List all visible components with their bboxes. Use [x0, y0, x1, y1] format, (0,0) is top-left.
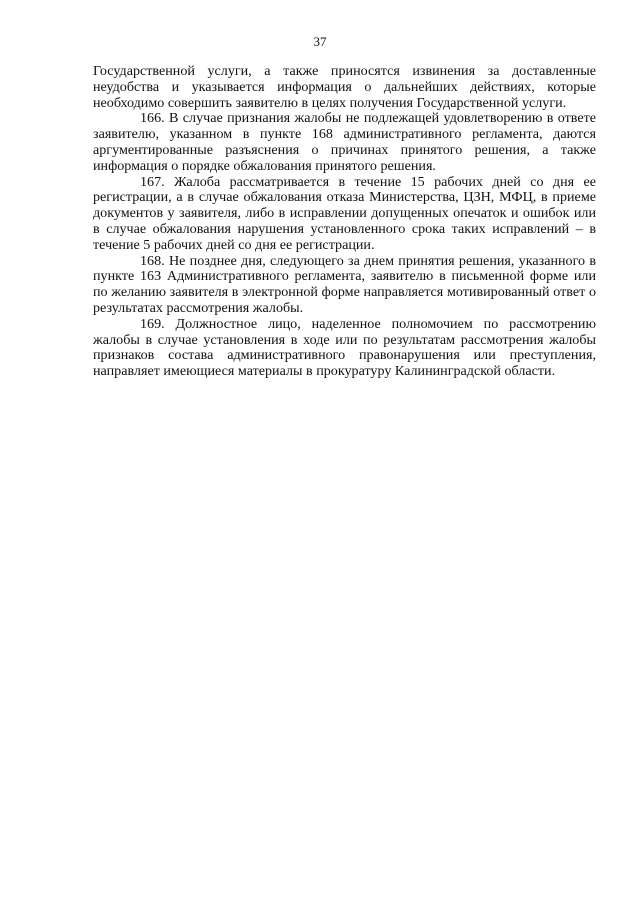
page-number: 37 — [313, 34, 327, 49]
document-body — [93, 64, 596, 380]
paragraph-continuation: Государственной услуги, а также приносятся извинения за доставленные неудобства и указывается информация о дальнейших действиях, которые необходимо совершить заявителю в целях получения Государственной услуги. — [93, 63, 596, 111]
paragraph-167: 167. Жалоба рассматривается в течение 15 рабочих дней со дня ее регистрации, а в случае обжалования отказа Министерства, ЦЗН, МФЦ, в приеме документов у заявителя, либо в исправлении допущенных опечаток и ошибок или в случае обжалования нарушения установленного срока таких исправлений – в течение 5 рабочих дней со дня ее регистрации. — [93, 173, 596, 253]
paragraph-169: 169. Должностное лицо, наделенное полномочием по рассмотрению жалобы в случае установления в ходе или по результатам рассмотрения жалобы признаков состава административного правонарушения или преступления, направляет имеющиеся материалы в прокуратуру Калининградской области. — [93, 315, 596, 380]
paragraph-166: 166. В случае признания жалобы не подлежащей удовлетворению в ответе заявителю, указанном в пункте 168 административного регламента, даются аргументированные разъяснения о причинах принятого решения, а также информация о порядке обжалования принятого решения. — [93, 110, 596, 174]
paragraph-168: 168. Не позднее дня, следующего за днем принятия решения, указанного в пункте 163 Административного регламента, заявителю в письменной форме или по желанию заявителя в электронной форме направляется мотивированный ответ о результатах рассмотрения жалобы. — [93, 252, 596, 316]
